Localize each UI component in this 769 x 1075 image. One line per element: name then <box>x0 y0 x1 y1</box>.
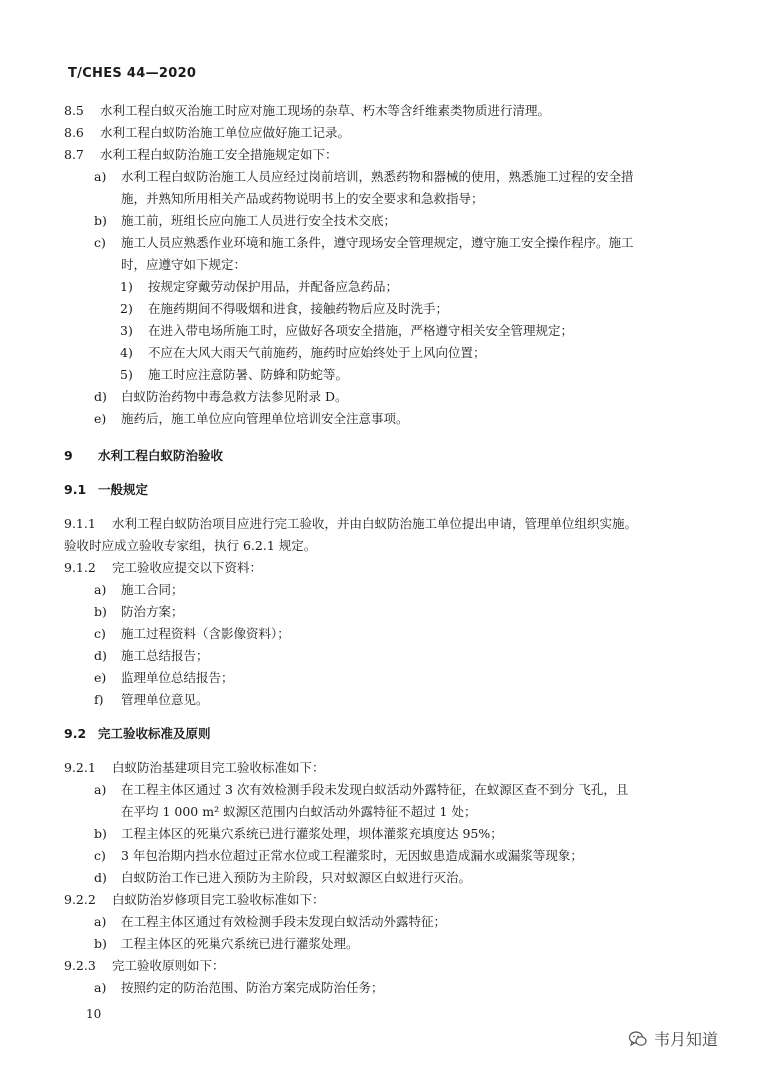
text-line <box>64 689 704 711</box>
clause-text: 水利工程白蚁防治验收 <box>98 448 224 463</box>
clause-text: 工程主体区的死巢穴系统已进行灌浆处理。 <box>121 936 359 951</box>
section-heading <box>64 723 704 745</box>
clause-text: 验收时应成立验收专家组，执行 6.2.1 规定。 <box>64 538 317 553</box>
clause-number: b) <box>94 936 107 951</box>
clause-number: 9.1 <box>64 482 87 497</box>
text-line <box>64 210 704 232</box>
clause-number: a) <box>94 169 107 184</box>
clause-number: b) <box>94 826 107 841</box>
page-number: 10 <box>86 1007 102 1021</box>
clause-text: 水利工程白蚁防治施工安全措施规定如下： <box>100 147 338 162</box>
text-line <box>64 386 704 408</box>
clause-text: 施工过程资料（含影像资料）； <box>121 626 290 641</box>
clause-text: 一般规定 <box>98 482 149 497</box>
clause-number: 5) <box>120 367 133 382</box>
spacer <box>64 501 704 513</box>
clause-text: 3 年包治期内挡水位超过正常水位或工程灌浆时，无因蚁患造成漏水或漏浆等现象； <box>121 848 583 863</box>
text-line <box>64 535 704 557</box>
watermark <box>628 1027 718 1050</box>
section-heading <box>64 445 704 467</box>
clause-number: 4) <box>120 345 133 360</box>
clause-text: 在工程主体区通过有效检测手段未发现白蚁活动外露特征； <box>121 914 447 929</box>
text-line <box>64 955 704 977</box>
text-line <box>64 232 704 254</box>
clause-number: c) <box>94 235 106 250</box>
spacer <box>64 745 704 757</box>
clause-number: 2) <box>120 301 133 316</box>
clause-text: 时，应遵守如下规定： <box>121 257 247 272</box>
text-line <box>64 667 704 689</box>
clause-number: 9.2.1 <box>64 760 96 775</box>
clause-number: 9.1.2 <box>64 560 96 575</box>
spacer <box>64 467 704 479</box>
text-line <box>64 320 704 342</box>
clause-text: 白蚁防治岁修项目完工验收标准如下： <box>112 892 325 907</box>
clause-text: 施工前，班组长应向施工人员进行安全技术交底； <box>121 213 397 228</box>
text-line <box>64 364 704 386</box>
document-body <box>64 100 704 999</box>
clause-text: 施工总结报告； <box>121 648 209 663</box>
text-line <box>64 408 704 430</box>
text-line <box>64 933 704 955</box>
clause-text: 完工验收标准及原则 <box>98 726 211 741</box>
text-line <box>64 801 704 823</box>
text-line <box>64 276 704 298</box>
clause-number: 3) <box>120 323 133 338</box>
clause-number: 8.7 <box>64 147 84 162</box>
clause-number: 8.5 <box>64 103 84 118</box>
text-line <box>64 823 704 845</box>
spacer <box>64 711 704 723</box>
clause-number: 1) <box>120 279 133 294</box>
text-line <box>64 188 704 210</box>
clause-number: a) <box>94 980 107 995</box>
clause-number: d) <box>94 870 107 885</box>
text-line <box>64 298 704 320</box>
text-line <box>64 557 704 579</box>
clause-text: 水利工程白蚁防治项目应进行完工验收，并由白蚁防治施工单位提出申请，管理单位组织实施。 <box>112 516 638 531</box>
clause-number: 9.2.3 <box>64 958 96 973</box>
clause-text: 防治方案； <box>121 604 184 619</box>
spacer <box>64 430 704 445</box>
standard-code: T/CHES 44—2020 <box>68 66 197 81</box>
clause-text: 按照约定的防治范围、防治方案完成防治任务； <box>121 980 384 995</box>
clause-number: e) <box>94 670 107 685</box>
clause-text: 水利工程白蚁防治施工单位应做好施工记录。 <box>100 125 351 140</box>
clause-number: c) <box>94 848 106 863</box>
text-line <box>64 122 704 144</box>
text-line <box>64 845 704 867</box>
clause-text: 在进入带电场所施工时，应做好各项安全措施，严格遵守相关安全管理规定； <box>148 323 574 338</box>
text-line <box>64 144 704 166</box>
clause-text: 不应在大风大雨天气前施药，施药时应始终处于上风向位置； <box>148 345 486 360</box>
clause-number: 9 <box>64 448 73 463</box>
clause-number: 9.2 <box>64 726 87 741</box>
clause-text: 在施药期间不得吸烟和进食，接触药物后应及时洗手； <box>148 301 449 316</box>
clause-number: a) <box>94 914 107 929</box>
clause-number: 9.1.1 <box>64 516 96 531</box>
clause-number: e) <box>94 411 107 426</box>
clause-text: 白蚁防治药物中毒急救方法参见附录 D。 <box>121 389 348 404</box>
text-line <box>64 757 704 779</box>
text-line <box>64 645 704 667</box>
text-line <box>64 254 704 276</box>
text-line <box>64 513 704 535</box>
clause-text: 施，并熟知所用相关产品或药物说明书上的安全要求和急救指导； <box>121 191 484 206</box>
clause-number: d) <box>94 648 107 663</box>
clause-text: 施工时应注意防暑、防蜂和防蛇等。 <box>148 367 349 382</box>
clause-number: a) <box>94 582 107 597</box>
text-line <box>64 342 704 364</box>
clause-number: 8.6 <box>64 125 84 140</box>
clause-text: 完工验收应提交以下资料： <box>112 560 263 575</box>
text-line <box>64 100 704 122</box>
clause-text: 施工合同； <box>121 582 184 597</box>
text-line <box>64 623 704 645</box>
clause-text: 在工程主体区通过 3 次有效检测手段未发现白蚁活动外露特征，在蚁源区查不到分 飞孔，且 <box>121 782 629 797</box>
clause-text: 按规定穿戴劳动保护用品，并配备应急药品； <box>148 279 399 294</box>
clause-text: 白蚁防治工作已进入预防为主阶段，只对蚁源区白蚁进行灭治。 <box>121 870 472 885</box>
clause-number: c) <box>94 626 106 641</box>
watermark-text: 韦月知道 <box>654 1030 719 1049</box>
text-line <box>64 889 704 911</box>
clause-text: 管理单位意见。 <box>121 692 209 707</box>
text-line <box>64 911 704 933</box>
text-line <box>64 867 704 889</box>
clause-text: 监理单位总结报告； <box>121 670 234 685</box>
clause-number: d) <box>94 389 107 404</box>
wechat-icon <box>628 1029 648 1049</box>
clause-text: 施工人员应熟悉作业环境和施工条件，遵守现场安全管理规定，遵守施工安全操作程序。施工 <box>121 235 634 250</box>
text-line <box>64 166 704 188</box>
text-line <box>64 779 704 801</box>
clause-text: 在平均 1 000 m² 蚁源区范围内白蚁活动外露特征不超过 1 处； <box>121 804 477 819</box>
clause-number: f) <box>94 692 104 707</box>
clause-number: 9.2.2 <box>64 892 96 907</box>
text-line <box>64 977 704 999</box>
clause-text: 完工验收原则如下： <box>112 958 225 973</box>
clause-text: 施药后，施工单位应向管理单位培训安全注意事项。 <box>121 411 409 426</box>
section-heading <box>64 479 704 501</box>
clause-text: 水利工程白蚁防治施工人员应经过岗前培训，熟悉药物和器械的使用，熟悉施工过程的安全措 <box>121 169 634 184</box>
text-line <box>64 601 704 623</box>
clause-text: 白蚁防治基建项目完工验收标准如下： <box>112 760 325 775</box>
clause-text: 水利工程白蚁灭治施工时应对施工现场的杂草、朽木等含纤维素类物质进行清理。 <box>100 103 551 118</box>
clause-number: b) <box>94 213 107 228</box>
clause-number: b) <box>94 604 107 619</box>
text-line <box>64 579 704 601</box>
clause-text: 工程主体区的死巢穴系统已进行灌浆处理，坝体灌浆充填度达 95%； <box>121 826 503 841</box>
clause-number: a) <box>94 782 107 797</box>
